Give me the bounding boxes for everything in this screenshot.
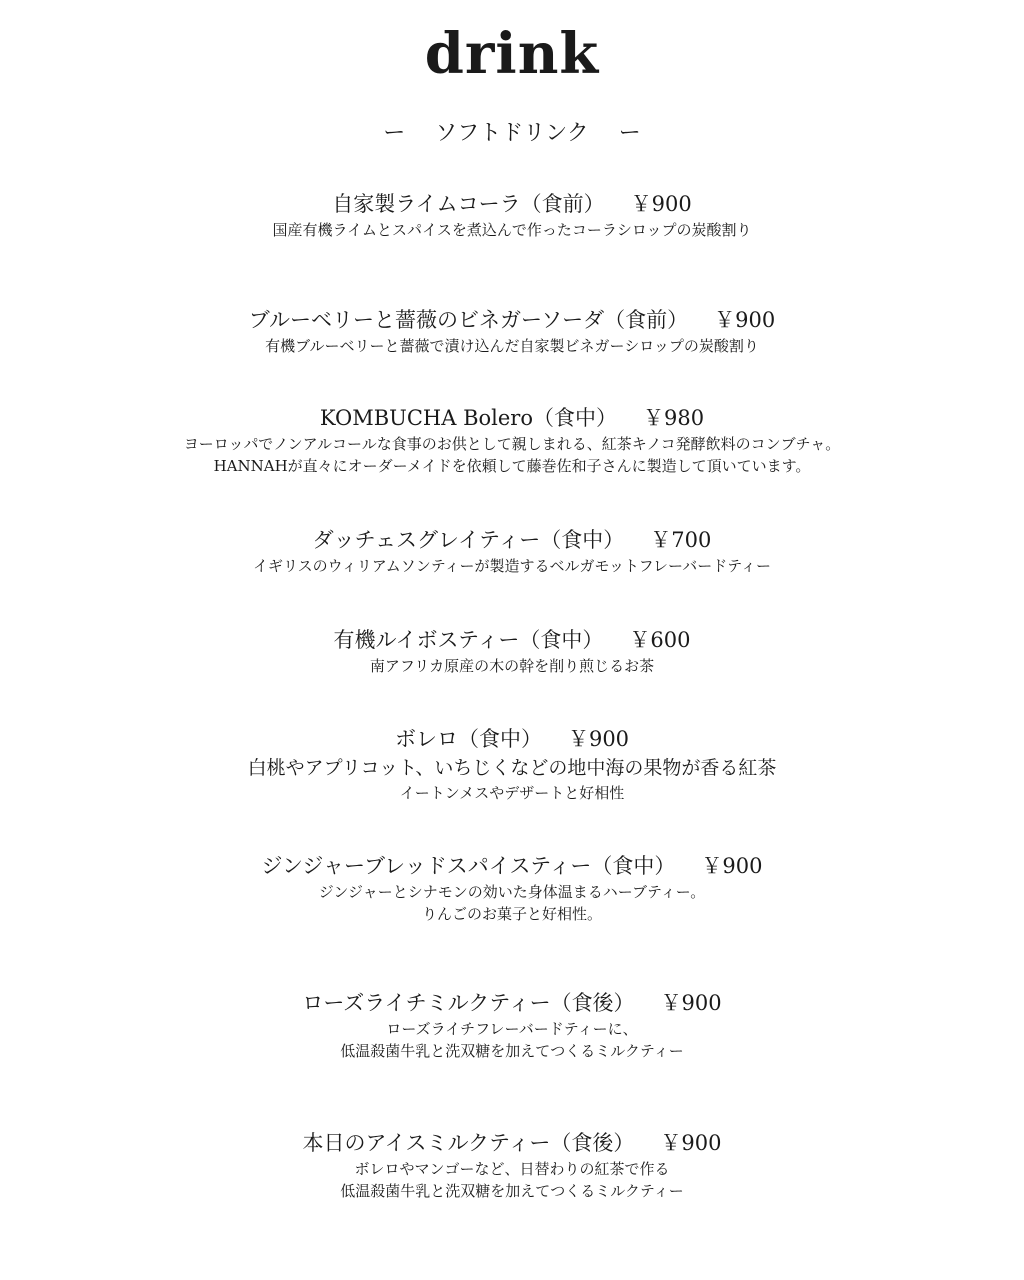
item-description: 有機ブルーベリーと薔薇で漬け込んだ自家製ビネガーシロップの炭酸割り bbox=[265, 337, 759, 355]
item-name: 有機ルイボスティー（食中） bbox=[333, 628, 604, 652]
item-description: ジンジャーとシナモンの効いた身体温まるハーブティー。 bbox=[318, 883, 706, 901]
item-price: ￥600 bbox=[629, 628, 691, 652]
menu-item-duchess-grey bbox=[0, 525, 1024, 577]
item-price: ￥900 bbox=[567, 727, 630, 751]
item-description: イギリスのウィリアムソンティーが製造するベルガモットフレーバードティー bbox=[252, 557, 772, 575]
item-name: ジンジャーブレッドスパイスティー（食中） bbox=[261, 854, 676, 878]
menu-item-lime-cola bbox=[0, 189, 1024, 241]
item-name: ダッチェスグレイティー（食中） bbox=[312, 528, 625, 552]
page-title: drink bbox=[424, 21, 600, 87]
item-description: イートンメスやデザートと好相性 bbox=[399, 784, 625, 802]
item-description: りんごのお菓子と好相性。 bbox=[421, 905, 602, 923]
item-description: 低温殺菌牛乳と洗双糖を加えてつくるミルクティー bbox=[340, 1182, 684, 1200]
menu-item-blueberry-rose-soda bbox=[0, 305, 1024, 357]
item-name: ローズライチミルクティー（食後） bbox=[302, 991, 635, 1015]
menu-item-gingerbread-spice bbox=[0, 851, 1024, 925]
item-price: ￥900 bbox=[714, 308, 776, 332]
item-description: 国産有機ライムとスパイスを煮込んで作ったコーラシロップの炭酸割り bbox=[272, 221, 752, 239]
item-price: ￥900 bbox=[660, 991, 722, 1015]
item-name: ブルーベリーと薔薇のビネガーソーダ（食前） bbox=[248, 308, 689, 332]
menu-item-kombucha bbox=[0, 403, 1024, 477]
item-description: 低温殺菌牛乳と洗双糖を加えてつくるミルクティー bbox=[340, 1042, 684, 1060]
item-name: 自家製ライムコーラ（食前） bbox=[332, 192, 605, 216]
section-dash-left: ー bbox=[383, 121, 406, 146]
section-heading bbox=[0, 118, 1024, 150]
item-description: 南アフリカ原産の木の幹を削り煎じるお茶 bbox=[369, 657, 655, 675]
item-description: ヨーロッパでノンアルコールな食事のお供として親しまれる、紅茶キノコ発酵飲料のコンブチャ。 bbox=[183, 435, 841, 453]
menu-item-bolero bbox=[0, 724, 1024, 804]
item-subtitle: 白桃やアプリコット、いちじくなどの地中海の果物が香る紅茶 bbox=[247, 757, 777, 779]
item-name: 本日のアイスミルクティー（食後） bbox=[302, 1131, 635, 1155]
item-price: ￥700 bbox=[650, 528, 712, 552]
item-description: ボレロやマンゴーなど、日替わりの紅茶で作る bbox=[354, 1160, 670, 1178]
item-name: KOMBUCHA Bolero（食中） bbox=[319, 406, 617, 430]
item-name: ボレロ（食中） bbox=[394, 727, 542, 751]
item-price: ￥980 bbox=[643, 406, 705, 430]
item-price: ￥900 bbox=[701, 854, 763, 878]
section-label: ソフトドリンク bbox=[435, 121, 589, 146]
menu-item-rose-lychee-milk-tea bbox=[0, 988, 1024, 1062]
item-description: HANNAHが直々にオーダーメイドを依頼して藤巻佐和子さんに製造して頂いています。 bbox=[213, 457, 811, 475]
menu-item-iced-milk-tea bbox=[0, 1128, 1024, 1202]
item-price: ￥900 bbox=[660, 1131, 722, 1155]
menu-item-rooibos bbox=[0, 625, 1024, 677]
item-description: ローズライチフレーバードティーに、 bbox=[386, 1020, 638, 1038]
item-price: ￥900 bbox=[630, 192, 692, 216]
section-dash-right: ー bbox=[618, 121, 641, 146]
